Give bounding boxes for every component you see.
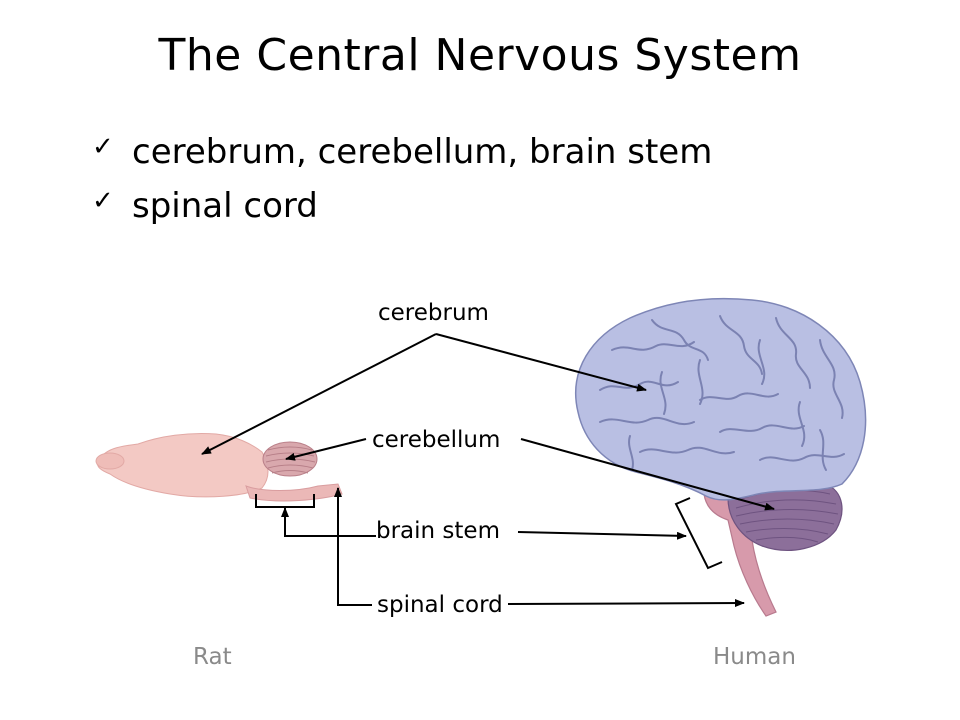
rat-cerebrum: [98, 433, 269, 496]
page-title: The Central Nervous System: [158, 30, 802, 81]
brain-stem-arrow-human: [518, 532, 686, 536]
human-brain-illustration: [576, 299, 866, 616]
label-cerebrum: cerebrum: [378, 300, 489, 326]
caption-human: Human: [713, 644, 796, 670]
spinal-cord-arrow-human: [508, 603, 744, 604]
human-cerebrum: [576, 299, 866, 500]
label-brain-stem: brain stem: [376, 518, 500, 544]
brain-stem-arrow-rat: [285, 508, 376, 536]
spinal-cord-arrow-rat: [338, 488, 372, 605]
label-spinal-cord: spinal cord: [377, 592, 503, 618]
check-icon: ✓: [92, 186, 114, 216]
bullet-text: cerebrum, cerebellum, brain stem: [132, 132, 713, 172]
label-cerebellum: cerebellum: [372, 427, 501, 453]
caption-rat: Rat: [193, 644, 232, 670]
rat-brain-illustration: [96, 433, 342, 500]
check-icon: ✓: [92, 132, 114, 162]
rat-olfactory-bulb: [96, 453, 124, 469]
bullet-text: spinal cord: [132, 186, 318, 226]
